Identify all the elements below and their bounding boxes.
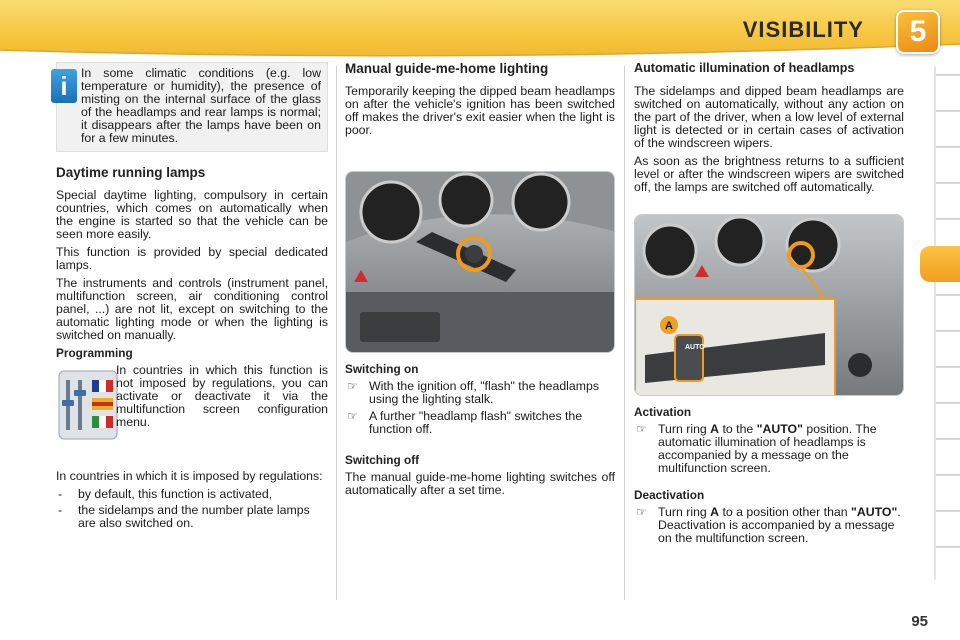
chapter-tab-6[interactable]	[936, 294, 960, 296]
chapter-number-badge: 5	[896, 10, 940, 54]
lighting-stalk-photo	[345, 171, 615, 353]
chapter-tab-4[interactable]	[936, 182, 960, 184]
chapter-tab-active[interactable]	[920, 246, 960, 282]
pointing-hand-icon: ☞	[636, 422, 647, 436]
pointing-hand-icon: ☞	[347, 379, 358, 393]
header-sweep-decoration	[0, 40, 960, 62]
chapter-tab-strip	[928, 66, 960, 580]
daytime-paragraph-2: This function is provided by special dedicated lamps.	[56, 245, 328, 272]
deactivation-title: Deactivation	[634, 488, 705, 502]
column-middle	[345, 62, 615, 502]
auto-illumination-paragraph-1: The sidelamps and dipped beam headlamps are switched on automatically, without any action on the part of the driver, when a low level of external light is detected or in certain cases of activation of the windscreen wipers.	[634, 84, 904, 150]
auto-ring-photo	[634, 214, 904, 396]
chapter-tab-13[interactable]	[936, 546, 960, 548]
programming-text: In countries in which this function is not imposed by regulations, you can activate or deactivate it via the multifunction screen configuration menu.	[116, 363, 328, 429]
daytime-paragraph-3: The instruments and controls (instrument panel, multifunction screen, air conditioning control panel, ...) are not lit, except on switching to the automatic lighting mode or when the lighting is switched on manually.	[56, 276, 328, 342]
chapter-tab-2[interactable]	[936, 110, 960, 112]
tab-strip-line	[934, 66, 936, 580]
info-box	[56, 62, 328, 152]
guide-me-home-intro: Temporarily keeping the dipped beam headlamps on after the vehicle's ignition has been switched off makes the driver's exit easier when the light is poor.	[345, 84, 615, 137]
auto-illumination-paragraph-2: As soon as the brightness returns to a sufficient level or after the windscreen wipers are switched off, the lamps are switched off automatically.	[634, 154, 904, 194]
list-item: - by default, this function is activated,	[58, 487, 273, 501]
chapter-tab-7[interactable]	[936, 330, 960, 332]
guide-me-home-title: Manual guide-me-home lighting	[345, 61, 549, 76]
programming-block	[56, 364, 328, 464]
ring-label-a: A	[665, 320, 673, 332]
chapter-header	[0, 0, 960, 58]
column-left	[56, 62, 328, 533]
pointing-hand-icon: ☞	[347, 409, 358, 423]
list-item: ☞ With the ignition off, "flash" the headlamps using the lighting stalk.	[347, 379, 599, 406]
chapter-tab-10[interactable]	[936, 438, 960, 440]
chapter-tab-1[interactable]	[936, 74, 960, 76]
deactivation-item: ☞ Turn ring A to a position other than "AUTO". Deactivation is accompanied by a message on the multifunction screen.	[636, 505, 901, 545]
dashboard-stalk-illustration	[346, 172, 615, 353]
switching-on-title: Switching on	[345, 362, 419, 376]
dash-glyph: -	[58, 487, 63, 501]
activation-item: ☞ Turn ring A to the "AUTO" position. The automatic illumination of headlamps is accompanied by a message on the multifunction screen.	[636, 422, 877, 475]
chapter-tab-11[interactable]	[936, 474, 960, 476]
chapter-tab-9[interactable]	[936, 402, 960, 404]
programming-title: Programming	[56, 346, 133, 360]
switching-off-title: Switching off	[345, 453, 420, 467]
chapter-tab-5[interactable]	[936, 218, 960, 220]
info-box-text: In some climatic conditions (e.g. low temperature or humidity), the presence of misting on the internal surface of the glass of the headlamps and rear lamps is normal; it disappears after the lamps have been on for a few minutes.	[81, 66, 321, 145]
chapter-tab-3[interactable]	[936, 146, 960, 148]
column-right	[634, 62, 904, 549]
imposed-text: In countries in which it is imposed by regulations:	[56, 469, 323, 483]
switching-off-text: The manual guide-me-home lighting switches off automatically after a set time.	[345, 470, 615, 497]
activation-title: Activation	[634, 405, 692, 419]
stalk-label-auto: AUTO	[685, 344, 705, 351]
page-number: 95	[911, 613, 928, 630]
dashboard-ring-illustration	[635, 215, 904, 396]
chapter-tab-8[interactable]	[936, 366, 960, 368]
column-separator-2	[624, 66, 625, 600]
column-separator-1	[336, 66, 337, 600]
info-icon: i	[51, 69, 77, 103]
pointing-hand-icon: ☞	[636, 505, 647, 519]
dash-glyph: -	[58, 503, 63, 517]
daytime-paragraph-1: Special daytime lighting, compulsory in certain countries, which comes on automatically when the engine is started so that the vehicle can be seen more easily.	[56, 188, 328, 241]
daytime-title: Daytime running lamps	[56, 165, 206, 180]
auto-illumination-title: Automatic illumination of headlamps	[634, 61, 855, 75]
list-item: - the sidelamps and the number plate lamps are also switched on.	[58, 503, 310, 530]
chapter-tab-12[interactable]	[936, 510, 960, 512]
list-item: ☞ A further "headlamp flash" switches the function off.	[347, 409, 583, 436]
chapter-title: VISIBILITY	[742, 17, 864, 42]
